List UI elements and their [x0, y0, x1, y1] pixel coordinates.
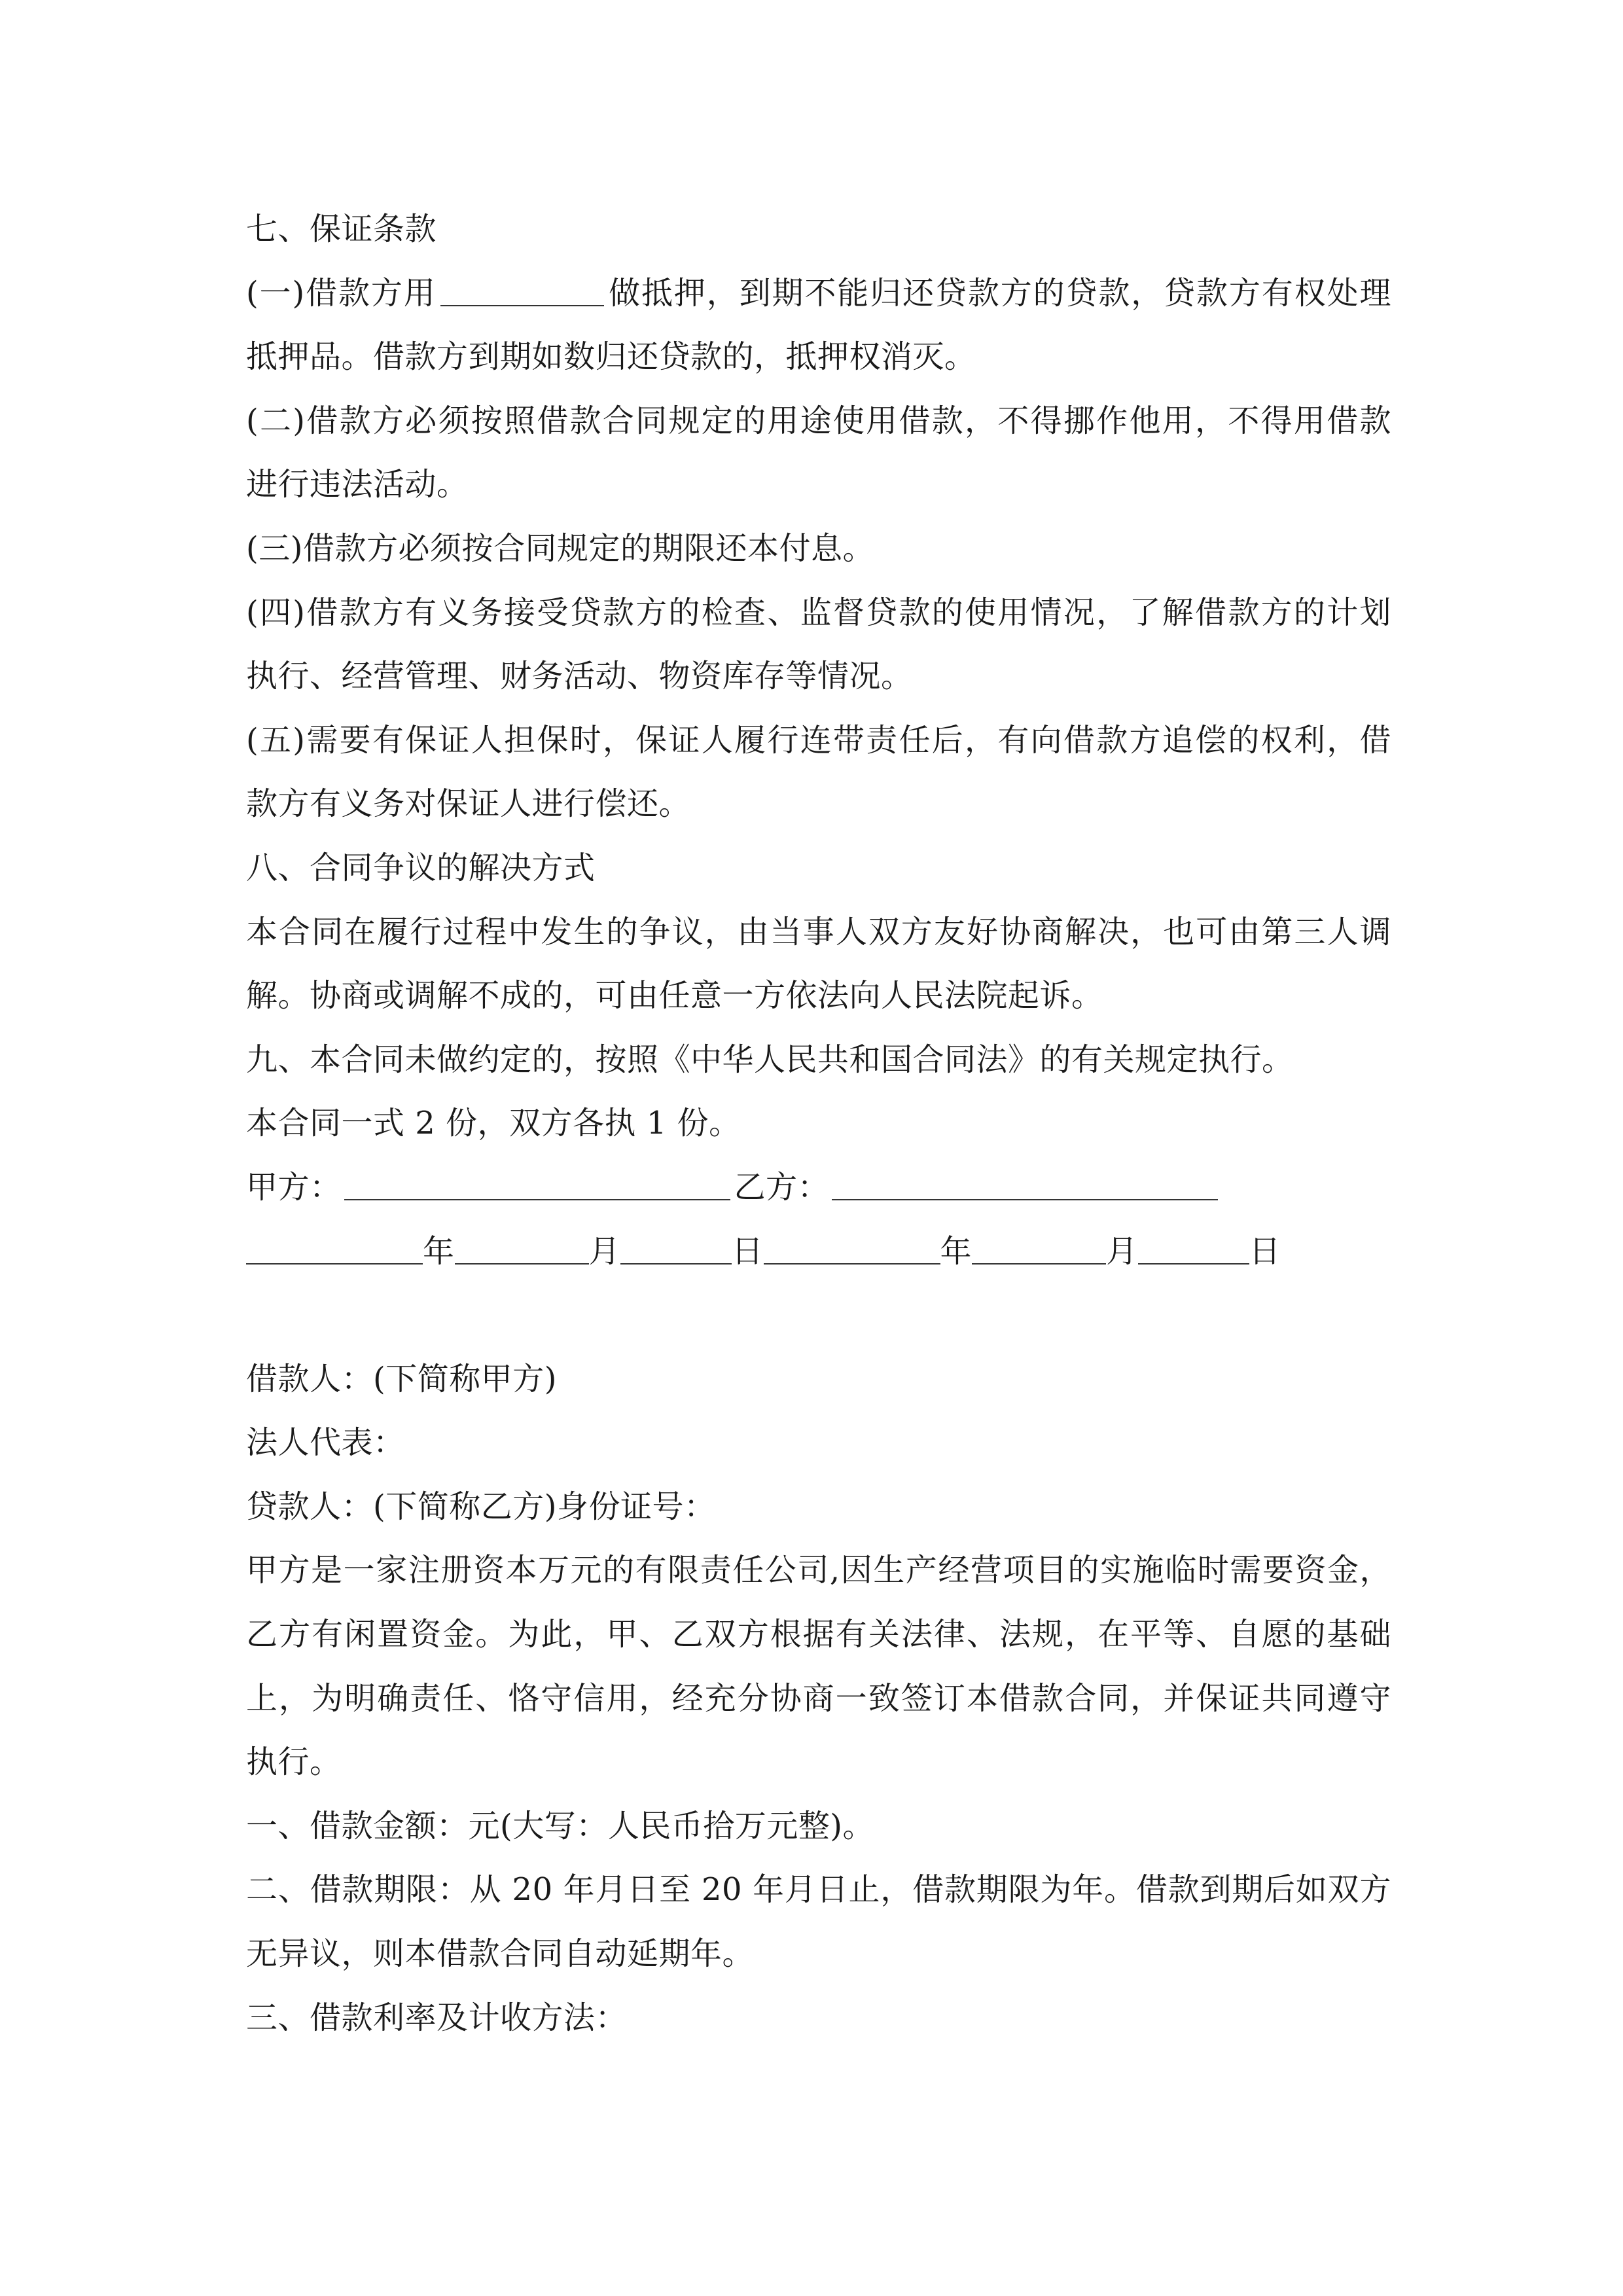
year-blank — [246, 1233, 423, 1265]
clause-line: (三)借款方必须按合同规定的期限还本付息。 — [246, 529, 874, 567]
year-blank — [764, 1233, 940, 1265]
clause-line: (二)借款方必须按照借款合同规定的用途使用借款，不得挪作他用，不得用借款 — [246, 402, 1391, 439]
party-a-signature-blank — [344, 1169, 730, 1200]
preamble-line: 上，为明确责任、恪守信用，经充分协商一致签订本借款合同，并保证共同遵守 — [246, 1679, 1391, 1717]
clause-line: 执行、经营管理、财务活动、物资库存等情况。 — [246, 658, 913, 695]
clause-line: (一)借款方用 做抵押，到期不能归还贷款方的贷款，贷款方有权处理 — [246, 274, 1391, 312]
party-b-label: 乙方： — [734, 1168, 830, 1206]
loan-amount-line: 一、借款金额：元(大写：人民币拾万元整)。 — [246, 1807, 874, 1844]
clause-line: (四)借款方有义务接受贷款方的检查、监督贷款的使用情况，了解借款方的计划 — [246, 594, 1391, 631]
lender-line: 贷款人：(下简称乙方)身份证号： — [246, 1488, 716, 1525]
loan-term-line: 二、借款期限：从 20 年月日至 20 年月日止，借款期限为年。借款到期后如双方 — [246, 1871, 1391, 1909]
signature-line — [246, 1156, 1391, 1220]
day-blank — [1138, 1233, 1249, 1265]
section-heading-other: 九、本合同未做约定的，按照《中华人民共和国合同法》的有关规定执行。 — [246, 1041, 1294, 1078]
section-heading-dispute: 八、合同争议的解决方式 — [246, 849, 596, 886]
party-a-label: 甲方： — [246, 1168, 342, 1206]
date-line: 年 月 日 年 月 日 — [246, 1220, 1391, 1284]
borrower-line: 借款人：(下简称甲方) — [246, 1360, 557, 1397]
clause-line: 进行违法活动。 — [246, 466, 469, 503]
clause-line: 解。协商或调解不成的，可由任意一方依法向人民法院起诉。 — [246, 977, 1103, 1014]
month-blank — [972, 1233, 1106, 1265]
clause-line: 款方有义务对保证人进行偿还。 — [246, 785, 691, 823]
clause-line: (五)需要有保证人担保时，保证人履行连带责任后，有向借款方追偿的权利，借 — [246, 721, 1391, 759]
day-blank — [620, 1233, 732, 1265]
spacer — [246, 1283, 1391, 1348]
month-blank — [455, 1233, 589, 1265]
party-b-signature-blank — [832, 1169, 1218, 1200]
section-heading-guarantee: 七、保证条款 — [246, 211, 437, 247]
preamble-line: 执行。 — [246, 1744, 342, 1781]
preamble-line: 乙方有闲置资金。为此，甲、乙双方根据有关法律、法规，在平等、自愿的基础 — [246, 1616, 1391, 1653]
clause-line: 本合同在履行过程中发生的争议，由当事人双方友好协商解决，也可由第三人调 — [246, 913, 1391, 950]
copies-line: 本合同一式 2 份，双方各执 1 份。 — [246, 1105, 741, 1142]
pledge-blank — [440, 275, 604, 306]
preamble-line: 甲方是一家注册资本万元的有限责任公司,因生产经营项目的实施临时需要资金， — [246, 1552, 1391, 1589]
contract-text — [246, 198, 1391, 2050]
clause-line: 抵押品。借款方到期如数归还贷款的，抵押权消灭。 — [246, 338, 976, 376]
legal-rep-line: 法人代表： — [246, 1424, 405, 1462]
interest-heading: 三、借款利率及计收方法： — [246, 1999, 628, 2036]
loan-term-line: 无异议，则本借款合同自动延期年。 — [246, 1935, 755, 1973]
